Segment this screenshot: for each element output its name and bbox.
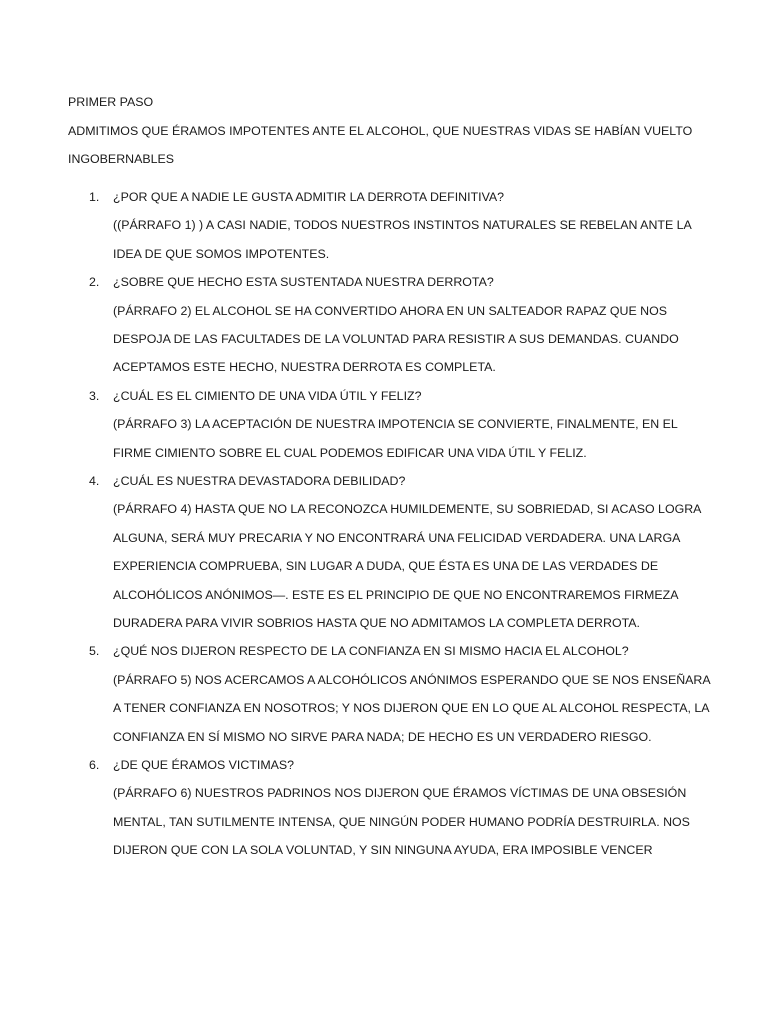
item-question: ¿QUÉ NOS DIJERON RESPECTO DE LA CONFIANZA EN SI MISMO HACIA EL ALCOHOL? — [113, 644, 629, 659]
item-question: ¿SOBRE QUE HECHO ESTA SUSTENTADA NUESTRA DERROTA? — [113, 275, 494, 290]
list-item — [68, 386, 718, 471]
list-item — [68, 755, 718, 869]
item-number: 4. — [89, 474, 100, 489]
step-text-line-2: INGOBERNABLES — [68, 152, 175, 167]
item-answer: (PÁRRAFO 5) NOS ACERCAMOS A ALCOHÓLICOS ANÓNIMOS ESPERANDO QUE SE NOS ENSEÑARA A TENER CONFIANZA EN NOSOTROS; Y NOS DIJERON QUE EN LO QUE AL ALCOHOL RESPECTA, LA CONFIANZA EN SÍ MISMO NO SIRVE PARA NADA; DE HECHO ES UN VERDADERO RIESGO. — [113, 672, 710, 744]
item-answer: (PÁRRAFO 6) NUESTROS PADRINOS NOS DIJERON QUE ÉRAMOS VÍCTIMAS DE UNA OBSESIÓN MENTAL, TAN SUTILMENTE INTENSA, QUE NINGÚN PODER HUMANO PODRÍA DESTRUIRLA. NOS DIJERON QUE CON LA SOLA VOLUNTAD, Y SIN NINGUNA AYUDA, ERA IMPOSIBLE VENCER — [113, 786, 690, 858]
step-header — [68, 92, 718, 178]
list-item — [68, 471, 718, 641]
item-answer: (PÁRRAFO 4) HASTA QUE NO LA RECONOZCA HUMILDEMENTE, SU SOBRIEDAD, SI ACASO LOGRA ALGUNA, SERÁ MUY PRECARIA Y NO ENCONTRARÁ UNA FELICIDAD VERDADERA. UNA LARGA EXPERIENCIA COMPRUEBA, SIN LUGAR A DUDA, QUE ÉSTA ES UNA DE LAS VERDADES DE ALCOHÓLICOS ANÓNIMOS—. ESTE ES EL PRINCIPIO DE QUE NO ENCONTRAREMOS FIRMEZA DURADERA PARA VIVIR SOBRIOS HASTA QUE NO ADMITAMOS LA COMPLETA DERROTA. — [113, 502, 701, 631]
item-number: 1. — [89, 190, 100, 204]
list-item — [68, 641, 718, 755]
question-list — [68, 187, 718, 869]
item-question: ¿DE QUE ÉRAMOS VICTIMAS? — [113, 758, 295, 773]
item-number: 6. — [89, 758, 100, 773]
step-heading: PRIMER PASO — [68, 95, 154, 109]
item-answer: (PÁRRAFO 3) LA ACEPTACIÓN DE NUESTRA IMPOTENCIA SE CONVIERTE, FINALMENTE, EN EL FIRME CIMIENTO SOBRE EL CUAL PODEMOS EDIFICAR UNA VIDA ÚTIL Y FELIZ. — [113, 417, 678, 460]
item-question: ¿CUÁL ES EL CIMIENTO DE UNA VIDA ÚTIL Y FELIZ? — [113, 388, 422, 403]
item-number: 2. — [89, 275, 100, 290]
list-item — [68, 272, 718, 386]
item-number: 5. — [89, 644, 100, 659]
item-number: 3. — [89, 388, 100, 403]
item-question: ¿POR QUE A NADIE LE GUSTA ADMITIR LA DERROTA DEFINITIVA? — [113, 190, 505, 204]
item-answer: (PÁRRAFO 2) EL ALCOHOL SE HA CONVERTIDO AHORA EN UN SALTEADOR RAPAZ QUE NOS DESPOJA DE LAS FACULTADES DE LA VOLUNTAD PARA RESISTIR A SUS DEMANDAS. CUANDO ACEPTAMOS ESTE HECHO, NUESTRA DERROTA ES COMPLETA. — [113, 303, 679, 375]
item-question: ¿CUÁL ES NUESTRA DEVASTADORA DEBILIDAD? — [113, 474, 406, 489]
list-item — [68, 187, 718, 272]
step-text-line-1: ADMITIMOS QUE ÉRAMOS IMPOTENTES ANTE EL ALCOHOL, QUE NUESTRAS VIDAS SE HABÍAN VUELTO — [68, 123, 693, 138]
item-answer: ((PÁRRAFO 1) ) A CASI NADIE, TODOS NUESTROS INSTINTOS NATURALES SE REBELAN ANTE LA IDEA DE QUE SOMOS IMPOTENTES. — [113, 218, 692, 261]
